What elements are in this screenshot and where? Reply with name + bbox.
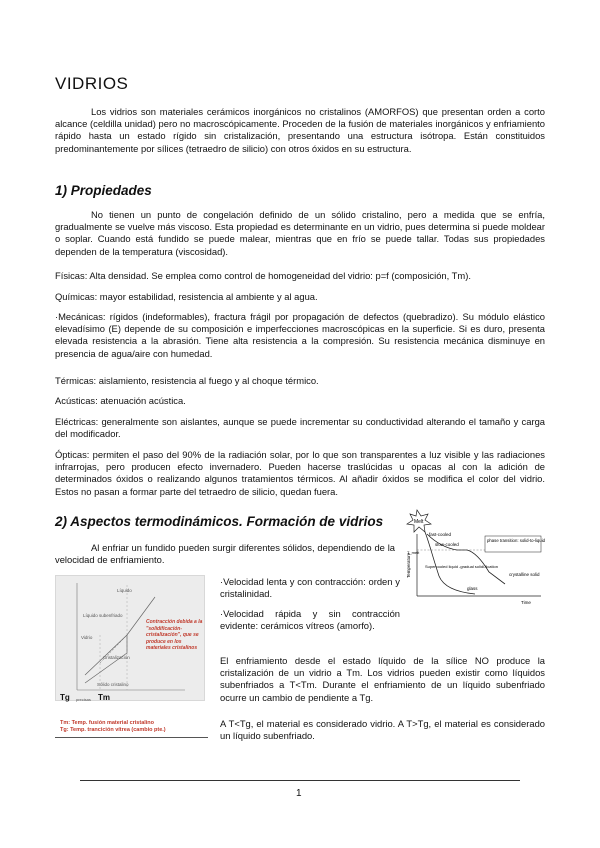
prop-quimicas: Químicas: mayor estabilidad, resistencia al ambiente y al agua. xyxy=(55,291,318,302)
label-crystalline: crystalline solid xyxy=(509,572,540,577)
contraction-annotation: Contracción debida a la "solidificación-cristalización", que se produce en los materiales cristalinos xyxy=(146,619,203,651)
label-fast-cooled: fast-cooled xyxy=(429,532,452,537)
label-melt: Melt xyxy=(414,519,424,525)
prop-termicas: Térmicas: aislamiento, resistencia al fuego y al choque térmico. xyxy=(55,375,319,386)
intro-paragraph: Los vidrios son materiales cerámicos inorgánicos no cristalinos (AMORFOS) que presentan orden a corto alcance (celdilla unidad) pero no macroscópicamente. Proceden de la fusión de materiales inorgánicos y enfriamiento rápido hasta un estado rígido sin cristalización, presentando una estructura isótropa. Están constituidos predominantemente por sílices (tetraedro de silicio) con otros óxidos en su estructura. xyxy=(55,106,545,154)
label-cristalizacion: Cristalización xyxy=(103,655,130,660)
label-temperature: Temperature xyxy=(406,552,411,578)
label-slow-cooled: slow-cooled xyxy=(435,542,459,547)
prop-opticas: Ópticas: permiten el paso del 90% de la radiación solar, por lo que son transparentes a luz visible y las radiaciones infrarrojas, pero producen efecto invernadero. Pueden hacerse traslúcidas u opacas al con la adición de determinados óxidos o realizando algunos tratamientos térmicos. Al añadir óxidos se modifica el color del vidrio. Estos no pasan a formar parte del tetraedro de silicio, quedan fuera. xyxy=(55,449,545,497)
liquid-line xyxy=(85,597,155,675)
fast-velocity-text: ·Velocidad rápida y sin contracción evidente: cerámicos vítreos (amorfo). xyxy=(220,608,400,632)
label-tg-sub: precisas xyxy=(76,697,91,702)
prop-electricas: Eléctricas: generalmente son aislantes, aunque se puede incrementar su conductividad alterando el tamaño y carga del modificador. xyxy=(55,416,545,440)
label-liquido: Líquido xyxy=(117,588,132,593)
label-phase-transition: phase transition: solid-to-liquid xyxy=(487,538,545,543)
page-title: VIDRIOS xyxy=(55,74,129,93)
footer-rule xyxy=(80,780,520,781)
section2-intro: Al enfriar un fundido pueden surgir diferentes sólidos, dependiendo de la velocidad de enfriamiento. xyxy=(55,542,395,566)
label-time: Time xyxy=(521,600,531,605)
prop-fisicas: Físicas: Alta densidad. Se emplea como control de homogeneidad del vidrio: p=f (composición, Tm). xyxy=(55,270,471,281)
label-liquido-sub: Líquido subenfriado xyxy=(83,613,123,618)
caption-tm: Tm: Temp. fusión material cristalino xyxy=(60,720,155,726)
label-vidrio: Vidrio xyxy=(81,635,93,640)
cooling-curve-diagram xyxy=(405,506,545,606)
label-tm: Tm xyxy=(98,693,110,702)
label-supercooled: Supercooled liquid -gradual solidi-fication xyxy=(425,564,498,569)
figure-divider xyxy=(55,737,208,738)
label-tg: Tg xyxy=(60,693,70,702)
label-solido: Sólido cristalino xyxy=(97,682,129,687)
caption-tg: Tg: Temp. trancición vítrea (cambio pte.) xyxy=(60,727,166,733)
section2-heading: 2) Aspectos termodinámicos. Formación de vidrios xyxy=(55,514,384,529)
page-number: 1 xyxy=(296,788,302,799)
prop-acusticas: Acústicas: atenuación acústica. xyxy=(55,395,186,406)
properties-intro: No tienen un punto de congelación definido de un sólido cristalino, pero a medida que se enfría, gradualmente se vuelve más viscoso. Esta propiedad es determinante en un vidrio, pues determina si puede moldear o soplar. Cuando está fundido se puede malear, mientras que en frío se puede tallar. Todas sus propiedades dependen de la temperatura (viscosidad). xyxy=(55,209,545,257)
slow-velocity-text: ·Velocidad lenta y con contracción: orden y cristalinidad. xyxy=(220,576,400,600)
label-glass: glass xyxy=(467,586,478,591)
glass-definition: A T<Tg, el material es considerado vidrio. A T>Tg, el material es considerado un líquido subenfriado. xyxy=(220,718,545,742)
label-tmelt: T_melt xyxy=(407,550,420,555)
cooling-paragraph: El enfriamiento desde el estado líquido de la sílice NO produce la cristalización de un vidrio a Tm. Los vidrios pueden existir como líquidos subenfriados a T<Tm. Durante el enfriamiento de un líquido subenfriado ocurre un cambio de pendiente a Tg. xyxy=(220,655,545,703)
prop-mecanicas: ·Mecánicas: rígidos (indeformables), fractura frágil por propagación de defectos (quebradizo). Su módulo elástico elevadísimo (E) depende de su composición e imperfecciones macroscópicas en la superficie. Si es duro, presenta elevada resistencia a la abrasión. Tiene alta resistencia a la compresión. Su resistencia mecánica disminuye en presencia de agua/aire con humedad. xyxy=(55,311,545,359)
section1-heading: 1) Propiedades xyxy=(55,183,152,198)
